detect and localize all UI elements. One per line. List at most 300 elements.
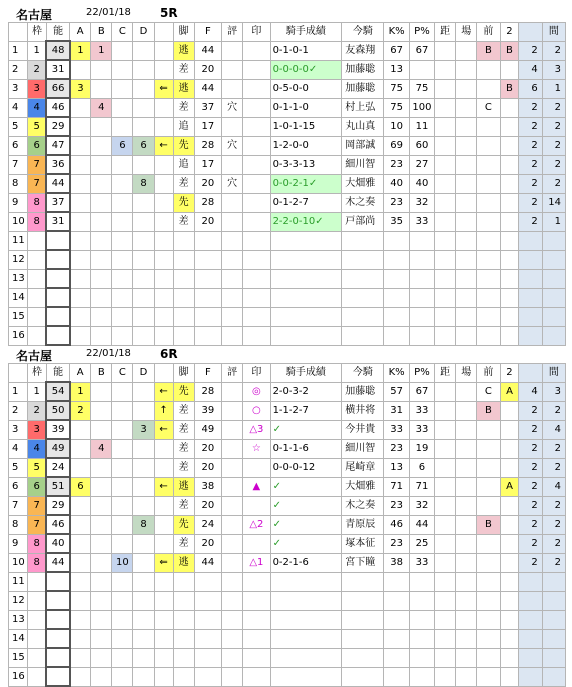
- row-number: 2: [9, 60, 28, 79]
- col-x: [519, 288, 542, 307]
- distance: [435, 591, 456, 610]
- rank-d: [133, 496, 154, 515]
- col-x: [519, 572, 542, 591]
- rank-a: [70, 629, 91, 648]
- waku-number: 7: [27, 515, 46, 534]
- previous: C: [477, 98, 500, 117]
- rank-b: [91, 250, 112, 269]
- running-style: [173, 326, 194, 345]
- track: [456, 98, 477, 117]
- p-percent: 11: [409, 117, 434, 136]
- rank-a: [70, 667, 91, 686]
- ability-score: 37: [46, 193, 69, 212]
- interval: [542, 231, 565, 250]
- previous: [477, 117, 500, 136]
- prediction-mark: [243, 136, 270, 155]
- evaluation: [222, 117, 243, 136]
- waku-number: 5: [27, 458, 46, 477]
- previous: B: [477, 401, 500, 420]
- running-style: 差: [173, 60, 194, 79]
- race-5r-section: [8, 4, 566, 346]
- second: [500, 420, 519, 439]
- k-percent: [384, 231, 409, 250]
- ability-score: [46, 288, 69, 307]
- running-style: 逃: [173, 41, 194, 60]
- f-value: [194, 648, 221, 667]
- interval: [542, 326, 565, 345]
- second: [500, 553, 519, 572]
- second: [500, 401, 519, 420]
- f-value: 20: [194, 534, 221, 553]
- row-number: 4: [9, 98, 28, 117]
- rank-d: [133, 458, 154, 477]
- track: [456, 382, 477, 401]
- k-percent: 75: [384, 98, 409, 117]
- rank-a: 1: [70, 382, 91, 401]
- table-row[interactable]: [9, 401, 566, 420]
- rank-a: [70, 136, 91, 155]
- jockey-name: 丸山真: [342, 117, 384, 136]
- evaluation: [222, 155, 243, 174]
- running-style: 逃: [173, 79, 194, 98]
- jockey-name: 岡部誠: [342, 136, 384, 155]
- table-row[interactable]: [9, 117, 566, 136]
- waku-number: 6: [27, 477, 46, 496]
- col-x: [519, 231, 542, 250]
- distance: [435, 648, 456, 667]
- k-percent: [384, 629, 409, 648]
- header-ability-score: 能: [46, 23, 69, 42]
- row-number: 13: [9, 610, 28, 629]
- running-style: 逃: [173, 553, 194, 572]
- interval: [542, 629, 565, 648]
- p-percent: 75: [409, 79, 434, 98]
- col-x: [519, 307, 542, 326]
- ability-score: 46: [46, 98, 69, 117]
- evaluation: [222, 610, 243, 629]
- rank-c: [112, 515, 133, 534]
- rank-c: [112, 41, 133, 60]
- col-x: 2: [519, 439, 542, 458]
- table-row[interactable]: [9, 420, 566, 439]
- col-x: 2: [519, 420, 542, 439]
- second: [500, 667, 519, 686]
- jockey-record: [270, 231, 342, 250]
- table-row[interactable]: [9, 60, 566, 79]
- interval: 2: [542, 98, 565, 117]
- f-value: [194, 572, 221, 591]
- rank-d: [133, 269, 154, 288]
- header-distance: 距: [435, 23, 456, 42]
- evaluation: [222, 458, 243, 477]
- interval: [542, 591, 565, 610]
- track: [456, 250, 477, 269]
- arrow-mark: [154, 41, 173, 60]
- ability-score: 46: [46, 515, 69, 534]
- waku-number: 8: [27, 553, 46, 572]
- k-percent: 75: [384, 79, 409, 98]
- running-style: 差: [173, 212, 194, 231]
- rank-b: [91, 136, 112, 155]
- p-percent: 33: [409, 401, 434, 420]
- previous: [477, 553, 500, 572]
- rank-c: [112, 629, 133, 648]
- col-x: [519, 591, 542, 610]
- prediction-mark: [243, 288, 270, 307]
- arrow-mark: ←: [154, 382, 173, 401]
- waku-number: 6: [27, 136, 46, 155]
- table-row[interactable]: [9, 477, 566, 496]
- p-percent: 19: [409, 439, 434, 458]
- jockey-name: 加藤聡: [342, 382, 384, 401]
- table-row[interactable]: [9, 496, 566, 515]
- col-x: 2: [519, 534, 542, 553]
- jockey-record: 1-0-1-15: [270, 117, 342, 136]
- f-value: 20: [194, 458, 221, 477]
- table-row-empty: [9, 610, 566, 629]
- rank-c: [112, 534, 133, 553]
- table-row[interactable]: [9, 439, 566, 458]
- table-row[interactable]: [9, 155, 566, 174]
- arrow-mark: [154, 515, 173, 534]
- row-number: 16: [9, 326, 28, 345]
- race-number: 5R: [160, 6, 178, 20]
- distance: [435, 496, 456, 515]
- interval: 2: [542, 136, 565, 155]
- p-percent: 27: [409, 155, 434, 174]
- waku-number: [27, 307, 46, 326]
- table-row[interactable]: [9, 515, 566, 534]
- header-f-value: F: [194, 364, 221, 383]
- running-style: [173, 307, 194, 326]
- header-second: 2: [500, 23, 519, 42]
- rank-c: [112, 250, 133, 269]
- header-rank-b: B: [91, 23, 112, 42]
- rank-b: [91, 553, 112, 572]
- k-percent: [384, 269, 409, 288]
- col-x: 2: [519, 553, 542, 572]
- p-percent: 33: [409, 553, 434, 572]
- ability-score: [46, 307, 69, 326]
- previous: [477, 572, 500, 591]
- f-value: 20: [194, 496, 221, 515]
- header-k-percent: K%: [384, 23, 409, 42]
- prediction-mark: [243, 591, 270, 610]
- rank-a: [70, 269, 91, 288]
- row-number: 13: [9, 269, 28, 288]
- running-style: [173, 269, 194, 288]
- rank-c: [112, 307, 133, 326]
- jockey-name: [342, 629, 384, 648]
- table-row[interactable]: [9, 458, 566, 477]
- jockey-record: [270, 629, 342, 648]
- rank-b: [91, 515, 112, 534]
- interval: 2: [542, 458, 565, 477]
- header-evaluation: 評: [222, 364, 243, 383]
- evaluation: [222, 439, 243, 458]
- rank-b: [91, 269, 112, 288]
- k-percent: [384, 250, 409, 269]
- table-row[interactable]: [9, 193, 566, 212]
- second: A: [500, 477, 519, 496]
- jockey-record: 0-1-0-1: [270, 41, 342, 60]
- running-style: 差: [173, 534, 194, 553]
- rank-d: 6: [133, 136, 154, 155]
- running-style: 差: [173, 496, 194, 515]
- distance: [435, 326, 456, 345]
- col-x: 2: [519, 212, 542, 231]
- header-prediction-mark: 印: [243, 364, 270, 383]
- waku-number: [27, 610, 46, 629]
- rank-d: [133, 477, 154, 496]
- rank-d: [133, 326, 154, 345]
- rank-c: [112, 667, 133, 686]
- previous: [477, 212, 500, 231]
- previous: [477, 231, 500, 250]
- distance: [435, 193, 456, 212]
- prediction-mark: [243, 250, 270, 269]
- row-number: 1: [9, 382, 28, 401]
- row-number: 14: [9, 288, 28, 307]
- table-row[interactable]: [9, 212, 566, 231]
- table-row-empty: [9, 231, 566, 250]
- p-percent: [409, 231, 434, 250]
- rank-b: [91, 174, 112, 193]
- rank-b: 4: [91, 98, 112, 117]
- p-percent: 33: [409, 420, 434, 439]
- second: [500, 458, 519, 477]
- rank-b: [91, 60, 112, 79]
- f-value: [194, 250, 221, 269]
- previous: [477, 269, 500, 288]
- distance: [435, 98, 456, 117]
- rank-b: [91, 496, 112, 515]
- distance: [435, 439, 456, 458]
- table-row[interactable]: [9, 534, 566, 553]
- table-row-empty: [9, 250, 566, 269]
- header-interval: 間: [542, 23, 565, 42]
- second: [500, 610, 519, 629]
- jockey-name: 今井貴: [342, 420, 384, 439]
- race-header: [8, 4, 566, 22]
- track: [456, 41, 477, 60]
- rank-b: [91, 534, 112, 553]
- second: [500, 250, 519, 269]
- interval: 14: [542, 193, 565, 212]
- table-row[interactable]: [9, 174, 566, 193]
- previous: B: [477, 41, 500, 60]
- rank-d: [133, 401, 154, 420]
- row-number: 15: [9, 307, 28, 326]
- rank-c: [112, 458, 133, 477]
- rank-c: [112, 572, 133, 591]
- ability-score: 31: [46, 212, 69, 231]
- header-col-x: [519, 23, 542, 42]
- table-row[interactable]: [9, 553, 566, 572]
- rank-a: [70, 458, 91, 477]
- row-number: 12: [9, 591, 28, 610]
- jockey-record: [270, 288, 342, 307]
- table-row[interactable]: [9, 136, 566, 155]
- distance: [435, 155, 456, 174]
- arrow-mark: ←: [154, 420, 173, 439]
- header-previous: 前: [477, 23, 500, 42]
- previous: [477, 288, 500, 307]
- track: [456, 155, 477, 174]
- evaluation: [222, 648, 243, 667]
- waku-number: 8: [27, 212, 46, 231]
- jockey-name: 尾崎章: [342, 458, 384, 477]
- rank-a: 1: [70, 41, 91, 60]
- jockey-name: [342, 326, 384, 345]
- rank-d: [133, 382, 154, 401]
- k-percent: 23: [384, 155, 409, 174]
- rank-d: [133, 155, 154, 174]
- k-percent: [384, 591, 409, 610]
- f-value: [194, 231, 221, 250]
- waku-number: 8: [27, 534, 46, 553]
- waku-number: 3: [27, 420, 46, 439]
- interval: 2: [542, 155, 565, 174]
- prediction-mark: [243, 326, 270, 345]
- rank-a: [70, 420, 91, 439]
- rank-a: [70, 553, 91, 572]
- distance: [435, 269, 456, 288]
- table-row-empty: [9, 667, 566, 686]
- f-value: 28: [194, 136, 221, 155]
- second: [500, 591, 519, 610]
- ability-score: 47: [46, 136, 69, 155]
- rank-d: [133, 212, 154, 231]
- jockey-record: [270, 269, 342, 288]
- evaluation: [222, 477, 243, 496]
- interval: 2: [542, 515, 565, 534]
- header-evaluation: 評: [222, 23, 243, 42]
- k-percent: 10: [384, 117, 409, 136]
- waku-number: 7: [27, 496, 46, 515]
- second: [500, 307, 519, 326]
- rank-c: [112, 420, 133, 439]
- jockey-name: [342, 667, 384, 686]
- arrow-mark: [154, 174, 173, 193]
- p-percent: [409, 648, 434, 667]
- f-value: 20: [194, 60, 221, 79]
- interval: 4: [542, 477, 565, 496]
- col-x: 2: [519, 401, 542, 420]
- col-x: 2: [519, 98, 542, 117]
- running-style: 差: [173, 439, 194, 458]
- table-row-empty: [9, 591, 566, 610]
- col-x: [519, 269, 542, 288]
- track: [456, 591, 477, 610]
- row-number: 11: [9, 231, 28, 250]
- rank-d: [133, 667, 154, 686]
- table-row-empty: [9, 326, 566, 345]
- ability-score: [46, 250, 69, 269]
- rank-d: 8: [133, 174, 154, 193]
- arrow-mark: [154, 307, 173, 326]
- interval: 2: [542, 401, 565, 420]
- running-style: 先: [173, 193, 194, 212]
- interval: 2: [542, 439, 565, 458]
- waku-number: 7: [27, 174, 46, 193]
- previous: [477, 193, 500, 212]
- header-arrow-mark: [154, 364, 173, 383]
- rank-d: [133, 439, 154, 458]
- interval: 3: [542, 60, 565, 79]
- jockey-name: 大畑雅: [342, 174, 384, 193]
- table-row[interactable]: [9, 98, 566, 117]
- arrow-mark: [154, 572, 173, 591]
- evaluation: [222, 629, 243, 648]
- arrow-mark: [154, 269, 173, 288]
- table-row[interactable]: [9, 79, 566, 98]
- f-value: [194, 629, 221, 648]
- arrow-mark: [154, 60, 173, 79]
- interval: 2: [542, 553, 565, 572]
- k-percent: [384, 648, 409, 667]
- rank-b: [91, 401, 112, 420]
- waku-number: 5: [27, 117, 46, 136]
- running-style: 先: [173, 136, 194, 155]
- k-percent: 23: [384, 496, 409, 515]
- prediction-mark: [243, 648, 270, 667]
- track: [456, 231, 477, 250]
- race-header: [8, 345, 566, 363]
- jockey-name: 塚本征: [342, 534, 384, 553]
- jockey-record: [270, 326, 342, 345]
- rank-a: [70, 155, 91, 174]
- jockey-name: [342, 269, 384, 288]
- track: [456, 60, 477, 79]
- second: [500, 648, 519, 667]
- jockey-name: 大畑雅: [342, 477, 384, 496]
- p-percent: [409, 667, 434, 686]
- track: [456, 307, 477, 326]
- p-percent: 44: [409, 515, 434, 534]
- previous: B: [477, 515, 500, 534]
- row-number: 1: [9, 41, 28, 60]
- rank-b: [91, 477, 112, 496]
- previous: [477, 534, 500, 553]
- second: [500, 117, 519, 136]
- row-number: 11: [9, 572, 28, 591]
- evaluation: 穴: [222, 136, 243, 155]
- ability-score: 44: [46, 174, 69, 193]
- p-percent: 67: [409, 382, 434, 401]
- ability-score: 29: [46, 496, 69, 515]
- rank-c: [112, 591, 133, 610]
- rank-d: [133, 41, 154, 60]
- ability-score: 44: [46, 553, 69, 572]
- previous: [477, 60, 500, 79]
- table-row-empty: [9, 648, 566, 667]
- p-percent: 25: [409, 534, 434, 553]
- rank-d: [133, 534, 154, 553]
- jockey-name: [342, 231, 384, 250]
- col-x: [519, 250, 542, 269]
- waku-number: [27, 667, 46, 686]
- table-row[interactable]: [9, 382, 566, 401]
- jockey-name: 横井将: [342, 401, 384, 420]
- rank-d: [133, 98, 154, 117]
- jockey-name: [342, 288, 384, 307]
- table-row[interactable]: [9, 41, 566, 60]
- rank-d: [133, 553, 154, 572]
- jockey-record: ✓: [270, 515, 342, 534]
- rank-a: [70, 212, 91, 231]
- rank-b: [91, 307, 112, 326]
